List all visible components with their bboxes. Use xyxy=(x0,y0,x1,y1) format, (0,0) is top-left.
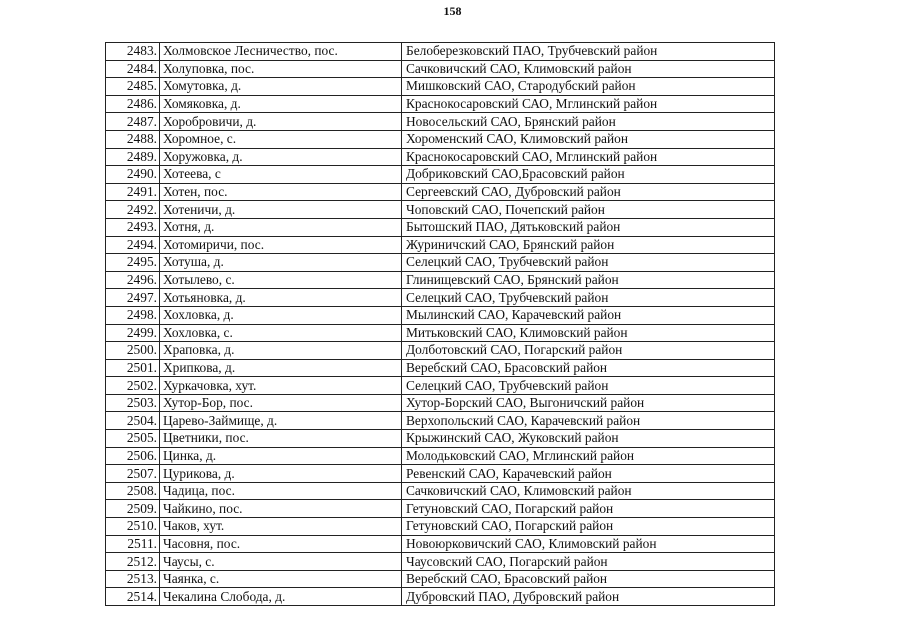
settlement-name-cell: Чайкино, пос. xyxy=(160,500,402,518)
district-cell: Хутор-Борский САО, Выгоничский район xyxy=(402,394,775,412)
row-number-cell: 2508. xyxy=(106,482,160,500)
district-cell: Селецкий САО, Трубчевский район xyxy=(402,254,775,272)
district-cell: Чоповский САО, Почепский район xyxy=(402,201,775,219)
row-number-cell: 2493. xyxy=(106,218,160,236)
table-row xyxy=(106,254,775,272)
row-number-cell: 2514. xyxy=(106,588,160,606)
settlement-name-cell: Хоробровичи, д. xyxy=(160,113,402,131)
table-row xyxy=(106,500,775,518)
district-cell: Молодьковский САО, Мглинский район xyxy=(402,447,775,465)
settlement-name-cell: Чекалина Слобода, д. xyxy=(160,588,402,606)
row-number-cell: 2500. xyxy=(106,342,160,360)
row-number-cell: 2512. xyxy=(106,553,160,571)
table-row xyxy=(106,306,775,324)
settlement-name-cell: Хомяковка, д. xyxy=(160,95,402,113)
table-row xyxy=(106,201,775,219)
row-number-cell: 2488. xyxy=(106,130,160,148)
settlement-name-cell: Хотеева, с xyxy=(160,166,402,184)
district-cell: Крыжинский САО, Жуковский район xyxy=(402,430,775,448)
row-number-cell: 2485. xyxy=(106,78,160,96)
district-cell: Веребский САО, Брасовский район xyxy=(402,359,775,377)
settlement-name-cell: Хомутовка, д. xyxy=(160,78,402,96)
settlement-table xyxy=(105,42,775,606)
table-row xyxy=(106,412,775,430)
district-cell: Чаусовский САО, Погарский район xyxy=(402,553,775,571)
settlement-name-cell: Хотомиричи, пос. xyxy=(160,236,402,254)
district-cell: Краснокосаровский САО, Мглинский район xyxy=(402,95,775,113)
settlement-name-cell: Часовня, пос. xyxy=(160,535,402,553)
district-cell: Митьковский САО, Климовский район xyxy=(402,324,775,342)
row-number-cell: 2495. xyxy=(106,254,160,272)
table-row xyxy=(106,535,775,553)
row-number-cell: 2504. xyxy=(106,412,160,430)
settlement-table-body xyxy=(106,43,775,606)
settlement-name-cell: Хотен, пос. xyxy=(160,183,402,201)
district-cell: Веребский САО, Брасовский район xyxy=(402,570,775,588)
district-cell: Сачковичский САО, Климовский район xyxy=(402,60,775,78)
row-number-cell: 2511. xyxy=(106,535,160,553)
table-row xyxy=(106,430,775,448)
settlement-name-cell: Цурикова, д. xyxy=(160,465,402,483)
row-number-cell: 2497. xyxy=(106,289,160,307)
district-cell: Краснокосаровский САО, Мглинский район xyxy=(402,148,775,166)
row-number-cell: 2489. xyxy=(106,148,160,166)
table-row xyxy=(106,130,775,148)
table-row xyxy=(106,183,775,201)
settlement-name-cell: Холуповка, пос. xyxy=(160,60,402,78)
settlement-name-cell: Чаков, хут. xyxy=(160,518,402,536)
table-row xyxy=(106,218,775,236)
settlement-name-cell: Холмовское Лесничество, пос. xyxy=(160,43,402,61)
table-row xyxy=(106,113,775,131)
district-cell: Ревенский САО, Карачевский район xyxy=(402,465,775,483)
settlement-name-cell: Хуркачовка, хут. xyxy=(160,377,402,395)
table-row xyxy=(106,78,775,96)
settlement-name-cell: Хотня, д. xyxy=(160,218,402,236)
settlement-name-cell: Царево-Займище, д. xyxy=(160,412,402,430)
table-row xyxy=(106,148,775,166)
table-row xyxy=(106,166,775,184)
row-number-cell: 2492. xyxy=(106,201,160,219)
table-row xyxy=(106,236,775,254)
table-row xyxy=(106,588,775,606)
row-number-cell: 2491. xyxy=(106,183,160,201)
settlement-name-cell: Хохловка, с. xyxy=(160,324,402,342)
row-number-cell: 2490. xyxy=(106,166,160,184)
table-row xyxy=(106,95,775,113)
district-cell: Белоберезковский ПАО, Трубчевский район xyxy=(402,43,775,61)
row-number-cell: 2486. xyxy=(106,95,160,113)
table-row xyxy=(106,359,775,377)
district-cell: Хороменский САО, Климовский район xyxy=(402,130,775,148)
district-cell: Добриковский САО,Брасовский район xyxy=(402,166,775,184)
row-number-cell: 2509. xyxy=(106,500,160,518)
row-number-cell: 2501. xyxy=(106,359,160,377)
row-number-cell: 2513. xyxy=(106,570,160,588)
district-cell: Сергеевский САО, Дубровский район xyxy=(402,183,775,201)
settlement-name-cell: Чаусы, с. xyxy=(160,553,402,571)
settlement-name-cell: Хутор-Бор, пос. xyxy=(160,394,402,412)
district-cell: Новосельский САО, Брянский район xyxy=(402,113,775,131)
table-row xyxy=(106,271,775,289)
table-row xyxy=(106,553,775,571)
settlement-name-cell: Хохловка, д. xyxy=(160,306,402,324)
page-number: 158 xyxy=(443,4,462,18)
district-cell: Долботовский САО, Погарский район xyxy=(402,342,775,360)
district-cell: Глинищевский САО, Брянский район xyxy=(402,271,775,289)
row-number-cell: 2507. xyxy=(106,465,160,483)
table-row xyxy=(106,43,775,61)
row-number-cell: 2502. xyxy=(106,377,160,395)
row-number-cell: 2498. xyxy=(106,306,160,324)
district-cell: Сачковичский САО, Климовский район xyxy=(402,482,775,500)
table-row xyxy=(106,482,775,500)
settlement-name-cell: Хрипкова, д. xyxy=(160,359,402,377)
district-cell: Журиничский САО, Брянский район xyxy=(402,236,775,254)
settlement-name-cell: Хоружовка, д. xyxy=(160,148,402,166)
row-number-cell: 2483. xyxy=(106,43,160,61)
district-cell: Селецкий САО, Трубчевский район xyxy=(402,377,775,395)
district-cell: Бытошский ПАО, Дятьковский район xyxy=(402,218,775,236)
settlement-name-cell: Цинка, д. xyxy=(160,447,402,465)
settlement-name-cell: Храповка, д. xyxy=(160,342,402,360)
district-cell: Новоюрковичский САО, Климовский район xyxy=(402,535,775,553)
settlement-name-cell: Цветники, пос. xyxy=(160,430,402,448)
district-cell: Мылинский САО, Карачевский район xyxy=(402,306,775,324)
table-row xyxy=(106,342,775,360)
table-row xyxy=(106,447,775,465)
row-number-cell: 2506. xyxy=(106,447,160,465)
district-cell: Селецкий САО, Трубчевский район xyxy=(402,289,775,307)
table-row xyxy=(106,289,775,307)
row-number-cell: 2484. xyxy=(106,60,160,78)
table-row xyxy=(106,518,775,536)
table-row xyxy=(106,570,775,588)
settlement-name-cell: Хоромное, с. xyxy=(160,130,402,148)
district-cell: Мишковский САО, Стародубский район xyxy=(402,78,775,96)
row-number-cell: 2499. xyxy=(106,324,160,342)
row-number-cell: 2487. xyxy=(106,113,160,131)
row-number-cell: 2494. xyxy=(106,236,160,254)
row-number-cell: 2496. xyxy=(106,271,160,289)
table-row xyxy=(106,324,775,342)
settlement-name-cell: Хотеничи, д. xyxy=(160,201,402,219)
table-row xyxy=(106,377,775,395)
table-row xyxy=(106,394,775,412)
settlement-name-cell: Хотылево, с. xyxy=(160,271,402,289)
district-cell: Гетуновский САО, Погарский район xyxy=(402,500,775,518)
district-cell: Гетуновский САО, Погарский район xyxy=(402,518,775,536)
table-row xyxy=(106,465,775,483)
table-row xyxy=(106,60,775,78)
settlement-name-cell: Хотуша, д. xyxy=(160,254,402,272)
row-number-cell: 2505. xyxy=(106,430,160,448)
row-number-cell: 2510. xyxy=(106,518,160,536)
settlement-name-cell: Хотьяновка, д. xyxy=(160,289,402,307)
settlement-name-cell: Чадица, пос. xyxy=(160,482,402,500)
row-number-cell: 2503. xyxy=(106,394,160,412)
settlement-name-cell: Чаянка, с. xyxy=(160,570,402,588)
district-cell: Дубровский ПАО, Дубровский район xyxy=(402,588,775,606)
district-cell: Верхопольский САО, Карачевский район xyxy=(402,412,775,430)
